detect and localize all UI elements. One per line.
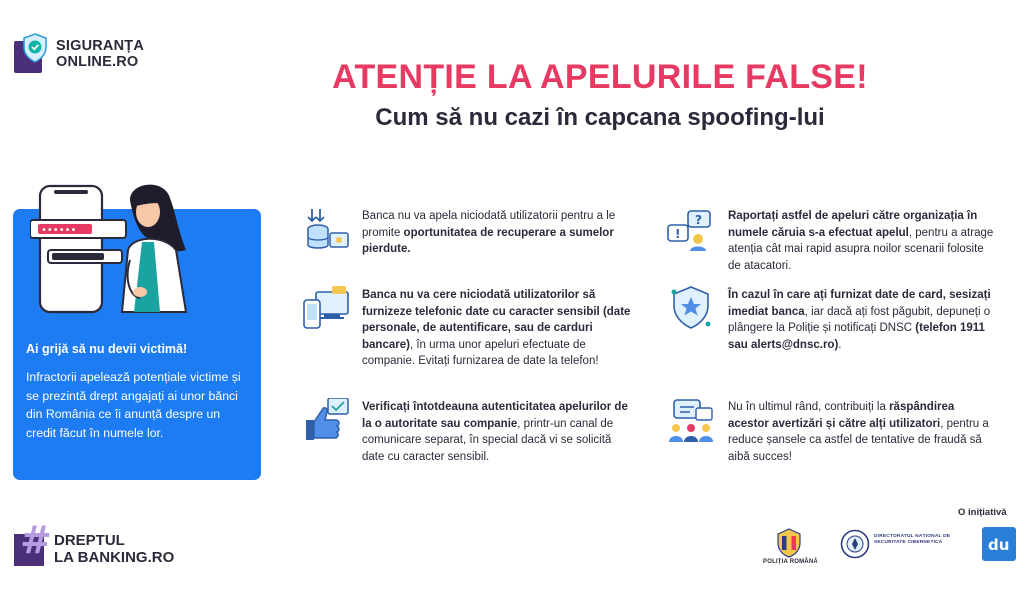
dnsc-label: DIRECTORATUL NAȚIONAL DE SECURITATE CIBERNETICĂ (874, 534, 951, 545)
siguranta-online-logo[interactable] (14, 33, 144, 75)
password-dots: •••••• (41, 225, 77, 236)
tip-bank-never-asks-data: Banca nu va cere niciodată utilizatorilor să furnizeze telefonic date cu caracter sensibil (date personale, de autentificare, sau de carduri bancare), în urma unor apeluri efectuate de companie. Evitați furnizarea de date la telefon! (362, 289, 631, 368)
svg-text:!: ! (675, 227, 681, 241)
devices-icon (302, 286, 352, 330)
money-loss-icon (302, 207, 352, 253)
report-chat-icon (666, 207, 716, 253)
police-badge-icon (666, 284, 716, 330)
phone-woman-illustration (30, 180, 200, 315)
tip-bank-never-calls: Banca nu va apela niciodată utilizatorii pentru a le promite oportunitatea de recuperare a sumelor pierdute. (362, 210, 616, 256)
dnsc-seal-icon (840, 529, 870, 559)
page-subtitle: Cum să nu cazi în capcana spoofing-lui (375, 104, 825, 131)
shield-logo-badge (14, 33, 48, 75)
du-logo-text: du (988, 536, 1010, 554)
tip-verify-authenticity: Verificați întotdeauna autenticitatea apelurilor de la o autoritate sau companie, printr-un canal de comunicare separat, în special dacă vi se solicită date cu caracter sensibil. (362, 401, 628, 463)
politia-crest-icon (776, 528, 802, 558)
politia-label: POLIȚIA ROMÂNĂ (763, 559, 818, 565)
share-people-icon (666, 398, 716, 444)
hash-icon: # (20, 518, 52, 562)
card-body: Infractorii apelează potențiale victime și se prezintă drept angajați ai unor bănci din România ce îi anunță despre un credit făcut în numele lor. (26, 370, 241, 440)
du-logo (982, 527, 1016, 561)
dreptul-la-banking-wordmark: DREPTUL LA BANKING.RO (54, 532, 175, 566)
card-heading: Ai grijă să nu devii victimă! (26, 342, 188, 356)
page-title: ATENȚIE LA APELURILE FALSE! (332, 58, 868, 96)
siguranta-online-wordmark: SIGURANȚA ONLINE.RO (56, 38, 144, 70)
tip-spread-warnings: Nu în ultimul rând, contribuiți la răspândirea acestor avertizări și către alți utilizatori, pentru a reduce șansele ca astfel de tentative de fraudă să aibă succes! (728, 401, 989, 463)
thumbs-up-icon (302, 398, 352, 444)
svg-text:?: ? (695, 213, 702, 227)
tip-card-data-provided: În cazul în care ați furnizat date de card, sesizați imediat banca, iar dacă ați fost păgubit, depuneți o plângere la Poliție și notificați DNSC (telefon 1911 sau alerts@dnsc.ro). (728, 289, 991, 351)
tip-report-calls: Raportați astfel de apeluri către organizația în numele căruia s-a efectuat apelul, pentru a atrage atenția cât mai rapid asupra noilor scenarii folosite de atacatori. (728, 210, 994, 272)
shield-check-icon (22, 33, 48, 63)
initiative-label: O inițiativă (958, 507, 1007, 518)
